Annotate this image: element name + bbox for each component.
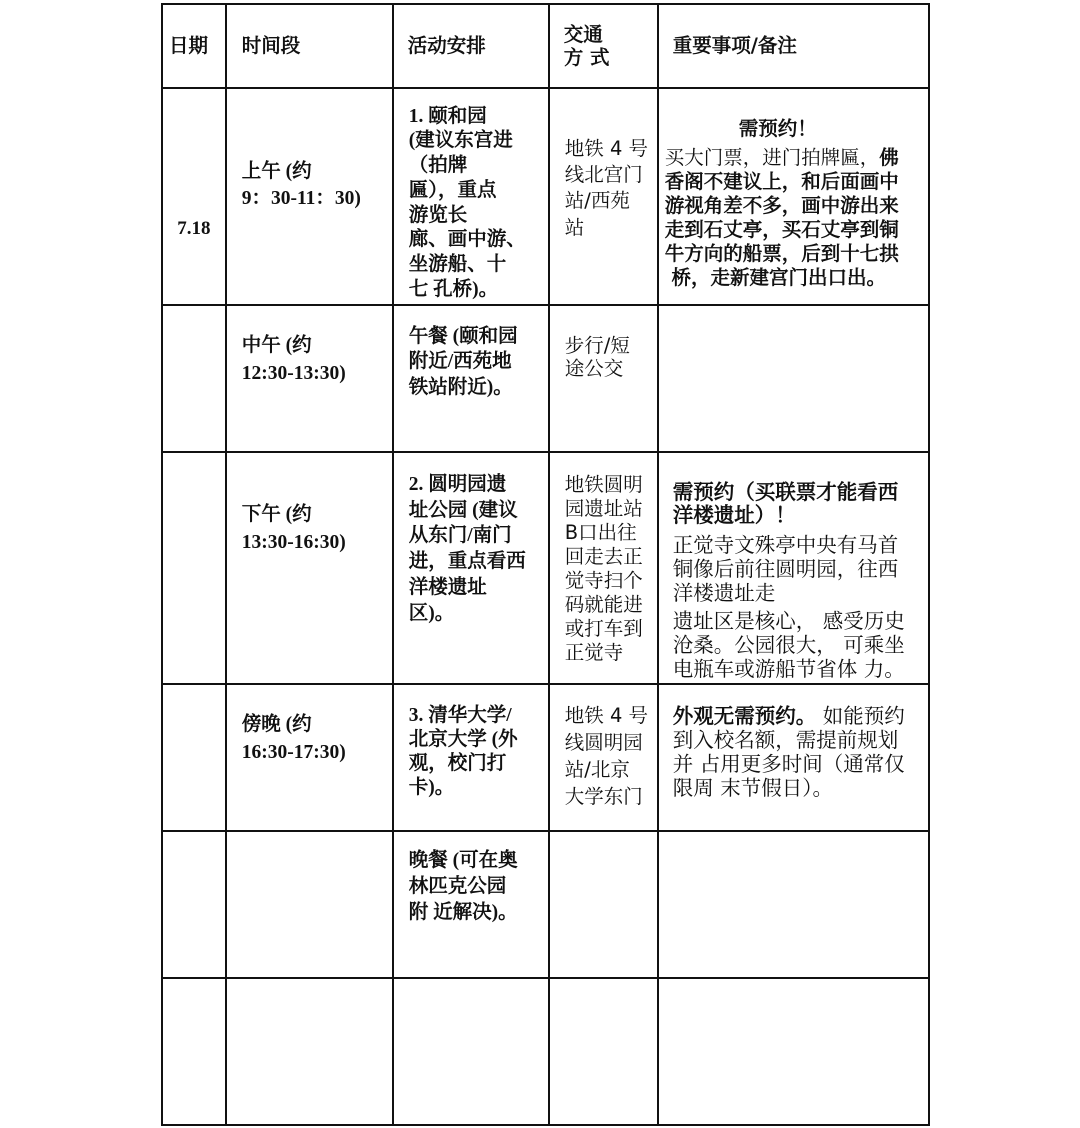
transport-cell bbox=[550, 453, 659, 685]
date-cell bbox=[163, 832, 227, 979]
transport-text: 步行/短 途公交 bbox=[564, 333, 630, 380]
activity-cell bbox=[394, 832, 550, 979]
header-activity bbox=[394, 5, 550, 89]
activity-text: 1. 颐和园 (建议东宫进 （拍牌 匾），重点 游览长 廊、画中游、 坐游船、十 七 孔桥)。 bbox=[408, 105, 526, 300]
header-date bbox=[163, 5, 227, 89]
header-time-slot-label: 时间段 bbox=[241, 34, 301, 58]
time-slot-text: 下午 (约 13:30-16:30) bbox=[241, 503, 346, 553]
transport-text: 地铁 4 号 线圆明园 站/北京 大学东门 bbox=[564, 703, 649, 808]
header-notes-label: 重要事项/备注 bbox=[672, 34, 797, 58]
header-date-label: 日期 bbox=[169, 34, 209, 58]
date-cell bbox=[163, 89, 227, 306]
date-cell bbox=[163, 453, 227, 685]
time-slot-cell bbox=[227, 979, 394, 1126]
header-transport bbox=[550, 5, 659, 89]
activity-cell bbox=[394, 979, 550, 1126]
activity-cell bbox=[394, 685, 550, 832]
activity-cell bbox=[394, 306, 550, 453]
notes-paragraph: 正觉寺文殊亭中央有马首 铜像后前往圆明园，往西 洋楼遗址走 bbox=[672, 532, 899, 605]
header-notes bbox=[659, 5, 930, 89]
notes-cell bbox=[659, 89, 930, 306]
activity-text: 晚餐 (可在奥 林匹克公园 附 近解决)。 bbox=[408, 849, 518, 923]
reservation-required-label: 需预约（买联票才能看西 洋楼遗址）！ bbox=[672, 479, 899, 527]
notes-text-bold: 外观无需预约。 bbox=[672, 703, 817, 728]
time-slot-cell bbox=[227, 685, 394, 832]
itinerary-table bbox=[161, 3, 930, 1126]
time-slot-text: 傍晚 (约 16:30-17:30) bbox=[241, 713, 346, 763]
notes-cell bbox=[659, 453, 930, 685]
transport-cell bbox=[550, 685, 659, 832]
notes-cell bbox=[659, 832, 930, 979]
notes-text-regular: 买大门票，进门拍牌匾， bbox=[664, 145, 880, 169]
notes-text-bold: 佛 香阁不建议上，和后面画中 游视角差不多，画中游出来 走到石丈亭，买石丈亭到铜 牛方向的船票，后到十七拱 桥，走新建宫门出口出。 bbox=[664, 145, 899, 289]
header-transport-label: 交通 方 式 bbox=[563, 22, 610, 69]
time-slot-cell bbox=[227, 89, 394, 306]
transport-cell bbox=[550, 832, 659, 979]
activity-cell bbox=[394, 453, 550, 685]
time-slot-cell bbox=[227, 453, 394, 685]
activity-text: 午餐 (颐和园 附近/西苑地 铁站附近)。 bbox=[408, 325, 518, 398]
notes-cell bbox=[659, 979, 930, 1126]
time-slot-cell bbox=[227, 306, 394, 453]
activity-cell bbox=[394, 89, 550, 306]
transport-cell bbox=[550, 89, 659, 306]
date-text: 7.18 bbox=[177, 217, 211, 239]
activity-text: 3. 清华大学/ 北京大学 (外 观，校门打 卡)。 bbox=[408, 704, 518, 798]
transport-text: 地铁圆明 园遗址站 B口出往 回走去正 觉寺扫个 码就能进 或打车到 正觉寺 bbox=[564, 472, 643, 664]
activity-text: 2. 圆明园遗 址公园 (建议 从东门/南门 进，重点看西 洋楼遗址 区)。 bbox=[408, 473, 526, 624]
notes-text-regular: 如能预约 到入校名额，需提前规划 并 占用更多时间（通常仅 限周 末节假日）。 bbox=[672, 703, 905, 800]
reservation-required-label: 需预约！ bbox=[738, 116, 817, 140]
transport-cell bbox=[550, 306, 659, 453]
notes-cell bbox=[659, 685, 930, 832]
header-time-slot bbox=[227, 5, 394, 89]
time-slot-cell bbox=[227, 832, 394, 979]
date-cell bbox=[163, 685, 227, 832]
transport-cell bbox=[550, 979, 659, 1126]
date-cell bbox=[163, 979, 227, 1126]
time-slot-text: 上午 (约 9：30-11：30) bbox=[241, 160, 361, 209]
notes-paragraph: 遗址区是核心， 感受历史 沧桑。公园很大， 可乘坐 电瓶车或游船节省体 力。 bbox=[672, 608, 905, 681]
date-cell bbox=[163, 306, 227, 453]
time-slot-text: 中午 (约 12:30-13:30) bbox=[241, 334, 346, 384]
header-activity-label: 活动安排 bbox=[407, 34, 486, 58]
notes-cell bbox=[659, 306, 930, 453]
notes-text bbox=[673, 704, 928, 800]
notes-text bbox=[665, 146, 928, 290]
transport-text: 地铁 4 号 线北宫门 站/西苑 站 bbox=[564, 136, 649, 239]
